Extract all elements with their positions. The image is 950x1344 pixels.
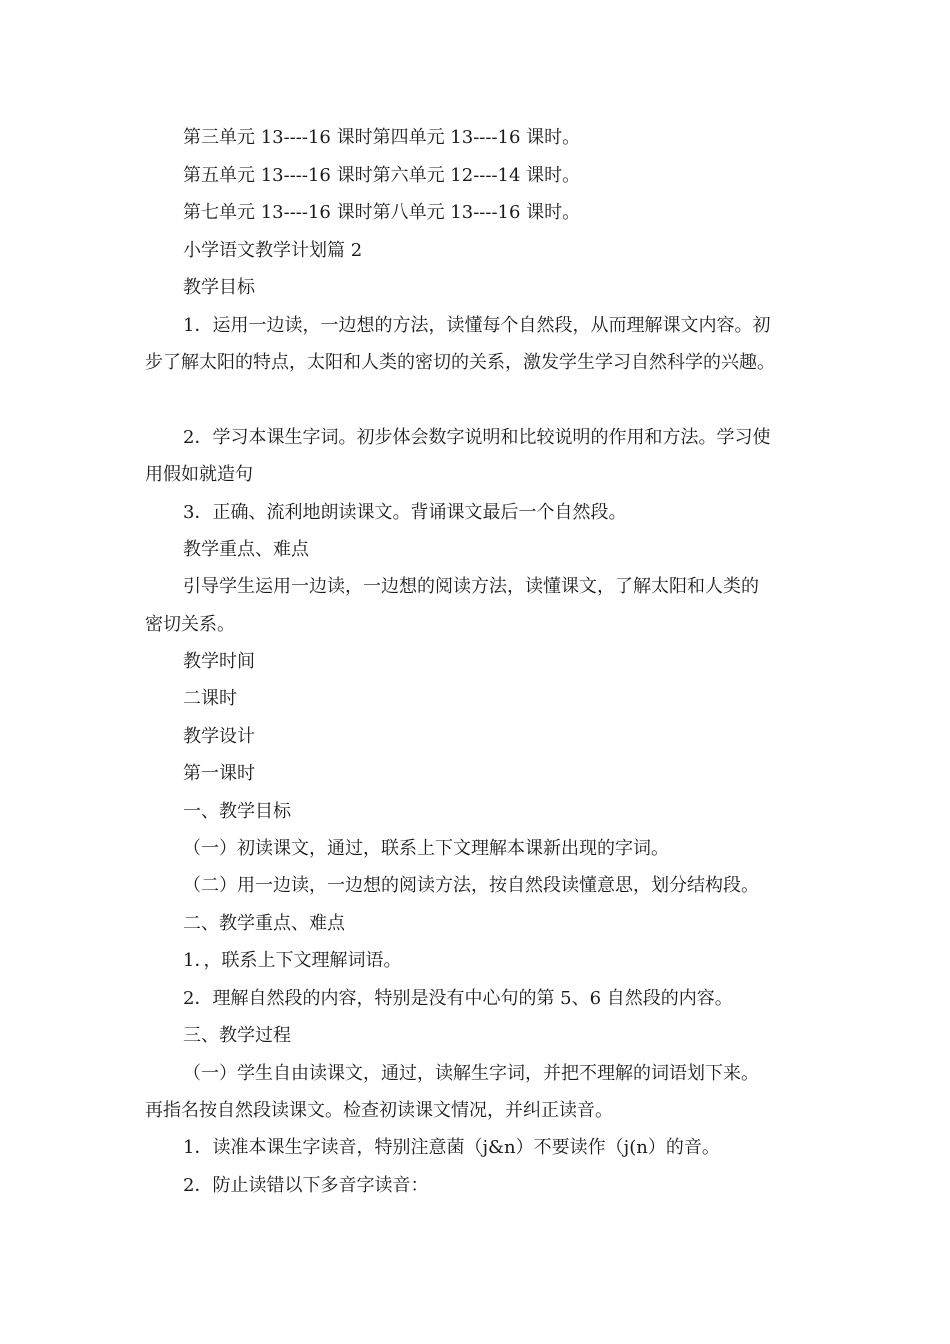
objective-1-line-1: 1．运用一边读，一边想的方法，读懂每个自然段，从而理解课文内容。初 (183, 315, 771, 336)
subheading-objectives: 一、教学目标 (183, 801, 291, 822)
heading-first-lesson: 第一课时 (183, 763, 255, 784)
subheading-key-points: 二、教学重点、难点 (183, 913, 345, 934)
list-item: 2．理解自然段的内容，特别是没有中心句的第 5、6 自然段的内容。 (183, 988, 733, 1009)
schedule-line: 第五单元 13----16 课时第六单元 12----14 课时。 (183, 165, 581, 186)
key-points-line-1: 引导学生运用一边读，一边想的阅读方法，读懂课文，了解太阳和人类的 (183, 576, 759, 597)
schedule-line: 第三单元 13----16 课时第四单元 13----16 课时。 (183, 127, 581, 148)
list-item: （二）用一边读，一边想的阅读方法，按自然段读懂意思，划分结构段。 (183, 875, 759, 896)
objective-2-line-1: 2．学习本课生字词。初步体会数字说明和比较说明的作用和方法。学习使 (183, 427, 771, 448)
process-line-2: 再指名按自然段读课文。检查初读课文情况，并纠正读音。 (145, 1100, 613, 1121)
heading-key-points: 教学重点、难点 (183, 539, 309, 560)
heading-time: 教学时间 (183, 651, 255, 672)
heading-design: 教学设计 (183, 726, 255, 747)
objective-2-line-2: 用假如就造句 (145, 464, 253, 485)
schedule-line: 第七单元 13----16 课时第八单元 13----16 课时。 (183, 202, 581, 223)
objective-1-line-2: 步了解太阳的特点，太阳和人类的密切的关系，激发学生学习自然科学的兴趣。 (145, 352, 775, 373)
subheading-process: 三、教学过程 (183, 1025, 291, 1046)
time-value: 二课时 (183, 688, 237, 709)
list-item: （一）初读课文，通过，联系上下文理解本课新出现的字词。 (183, 838, 669, 859)
list-item: 1．，联系上下文理解词语。 (183, 950, 402, 971)
objective-3: 3．正确、流利地朗读课文。背诵课文最后一个自然段。 (183, 502, 627, 523)
heading-objectives: 教学目标 (183, 277, 255, 298)
key-points-line-2: 密切关系。 (145, 614, 235, 635)
list-item: 2．防止读错以下多音字读音： (183, 1175, 429, 1196)
section-title: 小学语文教学计划篇 2 (183, 240, 363, 261)
process-line-1: （一）学生自由读课文，通过，读解生字词，并把不理解的词语划下来。 (183, 1063, 759, 1084)
list-item: 1．读准本课生字读音，特别注意菌（j&n）不要读作（j(n）的音。 (183, 1137, 720, 1158)
